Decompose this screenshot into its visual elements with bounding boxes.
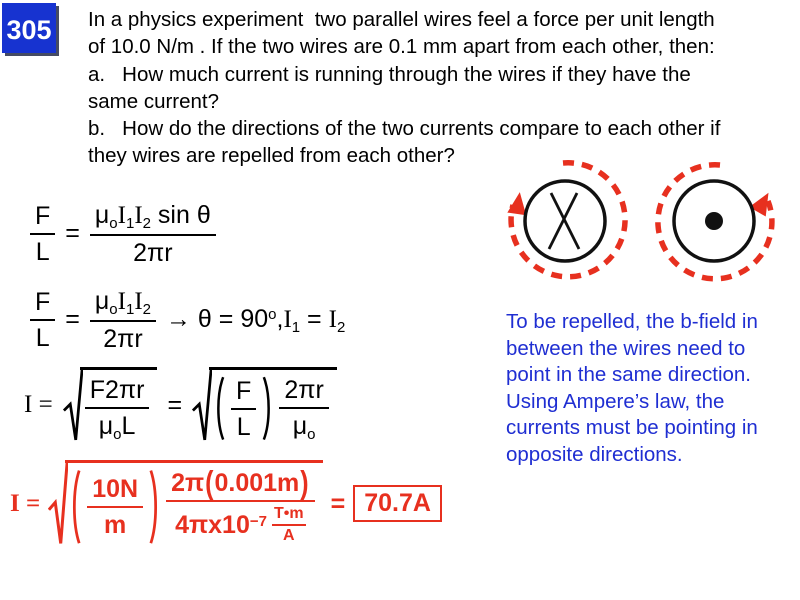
lhs-current: I = [10,489,41,517]
note-line: currents must be pointing in [506,416,758,440]
denominator [175,502,305,546]
unit-denominator: A [283,527,295,545]
wire-out-of-page-diagram [658,165,777,279]
note-line: between the wires need to [506,336,746,360]
problem-line: same current? [88,89,220,113]
wire-into-page-diagram [507,163,625,277]
numerator: F [30,201,55,235]
lhs-current: I = [24,391,53,419]
numerator: F [30,287,55,321]
denominator: 2πr [133,238,173,267]
note-line: Using Ampere’s law, the [506,389,725,413]
denominator: μoL [98,412,136,444]
fraction [90,286,156,353]
denominator: L [35,323,50,352]
equals-sign: = [330,489,346,518]
angle-conclusion: → θ = 90o,I1 = I2 [165,304,346,336]
answer-box: 70.7A [353,485,442,522]
fraction [166,464,315,546]
unit-numerator: T•m [272,505,306,526]
fraction [279,375,328,442]
explanation-note [506,309,758,469]
formula-angle-condition [30,286,345,353]
fraction [87,474,143,539]
left-paren [214,375,225,442]
square-root [48,460,322,548]
denominator: μo [292,412,316,444]
note-line: point in the same direction. [506,363,751,387]
problem-line: of 10.0 N/m . If the two wires are 0.1 mm apart from each other, then: [88,35,715,59]
formula-current-derivation [24,367,337,444]
denominator: 2πr [103,324,143,353]
slide-number-badge: 305 [2,3,56,53]
denominator: L [35,237,50,266]
numerator: F2πr [85,375,150,409]
problem-line: In a physics experiment two parallel wires feel a force per unit length [88,8,715,31]
formula-force-per-unit-length [30,200,216,267]
unit-fraction [272,505,306,546]
fraction [30,287,55,352]
field-diagrams [488,158,800,300]
fraction [30,201,55,266]
right-paren [149,468,160,546]
right-paren [262,375,273,442]
numerator: 2π(0.001m) [166,468,315,502]
numerator: 2πr [279,375,328,409]
formula-numeric-solution [10,460,442,548]
problem-line: they wires are repelled from each other? [88,144,455,168]
denominator: L [236,412,251,441]
square-root [63,367,158,444]
fraction [90,200,216,267]
problem-line: b. How do the directions of the two currents compare to each other if [88,117,721,141]
equals-sign: = [65,219,80,248]
numerator: 10N [87,474,143,508]
numerator: μoI1I2 [90,286,156,322]
left-paren [70,468,81,546]
equals-sign: = [167,391,183,420]
fraction [231,376,256,441]
denominator-coefficient: 4πx10−7 [175,511,267,540]
numerator: F [231,376,256,410]
note-line: opposite directions. [506,442,683,466]
note-line: To be repelled, the b-field in [506,310,758,333]
current-out-of-page-dot-icon [705,212,723,230]
problem-statement [88,6,720,170]
problem-line: a. How much current is running through the wires if they have the [88,62,691,86]
numerator: μoI1I2 sin θ [90,200,216,236]
fraction [85,375,150,442]
equals-sign: = [65,305,80,334]
square-root [192,367,337,444]
denominator: m [104,511,127,540]
